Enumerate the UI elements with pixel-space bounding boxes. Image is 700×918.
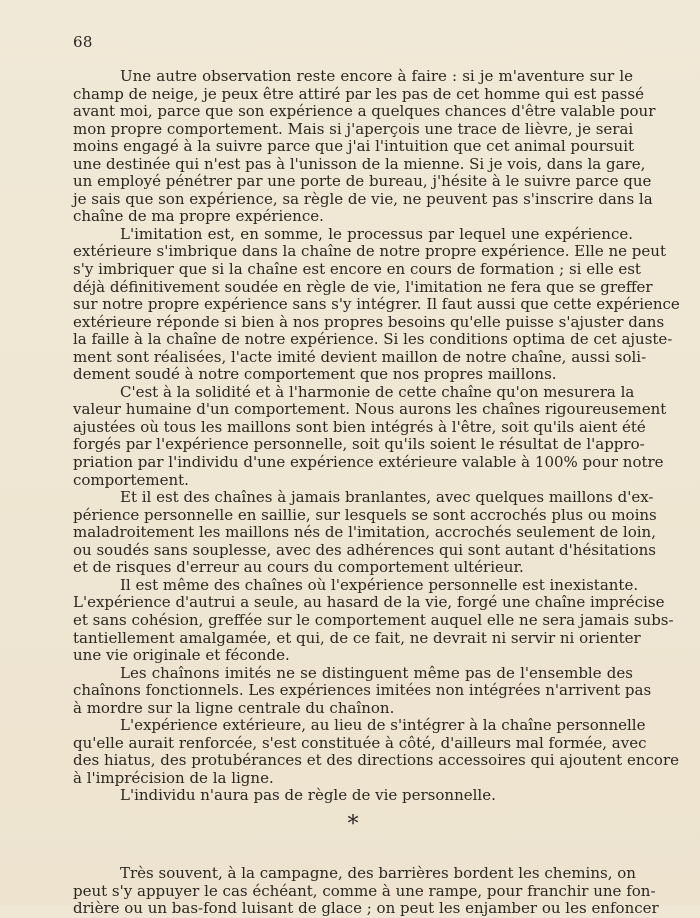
text-line: mon propre comportement. Mais si j'aperçois une trace de lièvre, je serai [73,119,634,138]
text-line: Une autre observation reste encore à faire : si je m'aventure sur le [120,67,633,85]
text-line: sur notre propre expérience sans s'y intégrer. Il faut aussi que cette expérience [73,295,680,314]
text-line: L'expérience d'autrui a seule, au hasard de la vie, forgé une chaîne imprécise [73,593,665,612]
text-line: Et il est des chaînes à jamais branlantes, avec quelques maillons d'ex- [120,488,654,507]
section-separator-asterisk: * [347,811,359,837]
text-line: priation par l'individu d'une expérience extérieure valable à 100% pour notre [73,453,664,472]
text-line: à mordre sur la ligne centrale du chaînon. [73,698,395,717]
text-line: qu'elle aurait renforcée, s'est constituée à côté, d'ailleurs mal formée, avec [73,733,647,752]
text-line: forgés par l'expérience personnelle, soit qu'ils soient le résultat de l'appro- [73,435,645,454]
text-line: et sans cohésion, greffée sur le comportement auquel elle ne sera jamais subs- [73,610,674,629]
text-line: et de risques d'erreur au cours du comportement ultérieur. [73,558,524,577]
text-line: la faille à la chaîne de notre expérience. Si les conditions optima de cet ajuste- [73,330,673,349]
text-line: moins engagé à la suivre parce que j'ai l'intuition que cet animal poursuit [73,137,635,156]
text-line: Les chaînons imités ne se distinguent même pas de l'ensemble des [120,663,633,682]
body-text [73,67,680,918]
text-line: tantiellement amalgamée, et qui, de ce fait, ne devrait ni servir ni orienter [73,628,641,647]
text-line: dement soudé à notre comportement que nos propres maillons. [73,365,557,384]
text-line: s'y imbriquer que si la chaîne est encore en cours de formation ; si elle est [73,260,641,279]
text-line: Il est même des chaînes où l'expérience personnelle est inexistante. [120,575,639,594]
text-line: à l'imprécision de la ligne. [73,768,274,787]
text-section-continuation [73,863,659,918]
text-line: comportement. [73,470,189,489]
text-line: une vie originale et féconde. [73,646,290,665]
text-line: maladroitement les maillons nés de l'imitation, accrochés seulement de loin, [73,523,656,542]
text-line: ou soudés sans souplesse, avec des adhérences qui sont autant d'hésitations [73,540,656,559]
page-number: 68 [73,33,93,51]
text-line: périence personnelle en saillie, sur lesquels se sont accrochés plus ou moins [73,505,657,524]
text-line: chaînons fonctionnels. Les expériences imitées non intégrées n'arrivent pas [73,681,652,700]
text-line: ajustées où tous les maillons sont bien intégrés à l'être, soit qu'ils aient été [73,417,646,436]
text-line: avant moi, parce que son expérience a quelques chances d'être valable pour [73,102,656,121]
text-line: un employé pénétrer par une porte de bureau, j'hésite à le suivre parce que [73,172,652,191]
text-line: C'est à la solidité et à l'harmonie de cette chaîne qu'on mesurera la [120,382,635,401]
text-line: je sais que son expérience, sa règle de vie, ne peuvent pas s'inscrire dans la [73,189,653,208]
text-line: ment sont réalisées, l'acte imité devient maillon de notre chaîne, aussi soli- [73,347,647,366]
text-line: drière ou un bas-fond luisant de glace ; on peut les enjamber ou les enfoncer [73,899,659,918]
text-line: peut s'y appuyer le cas échéant, comme à une rampe, pour franchir une fon- [73,881,656,900]
text-line: une destinée qui n'est pas à l'unisson de la mienne. Si je vois, dans la gare, [73,154,646,173]
text-line: chaîne de ma propre expérience. [73,207,324,226]
text-line: extérieure s'imbrique dans la chaîne de notre propre expérience. Elle ne peut [73,242,666,261]
text-line: L'individu n'aura pas de règle de vie personnelle. [120,786,496,805]
text-line: déjà définitivement soudée en règle de vie, l'imitation ne fera que se greffer [73,277,653,296]
section-gap [73,845,633,865]
text-line: valeur humaine d'un comportement. Nous aurons les chaînes rigoureusement [73,400,667,419]
text-line: L'expérience extérieure, au lieu de s'intégrer à la chaîne personnelle [120,716,646,735]
text-section-main [73,67,680,805]
text-line: champ de neige, je peux être attiré par les pas de cet homme qui est passé [73,84,644,103]
text-line: extérieure réponde si bien à nos propres besoins qu'elle puisse s'ajuster dans [73,312,665,331]
text-line: L'imitation est, en somme, le processus par lequel une expérience. [120,224,633,243]
text-line: des hiatus, des protubérances et des directions accessoires qui ajoutent encore [73,751,679,770]
text-line: Très souvent, à la campagne, des barrières bordent les chemins, on [120,863,636,882]
